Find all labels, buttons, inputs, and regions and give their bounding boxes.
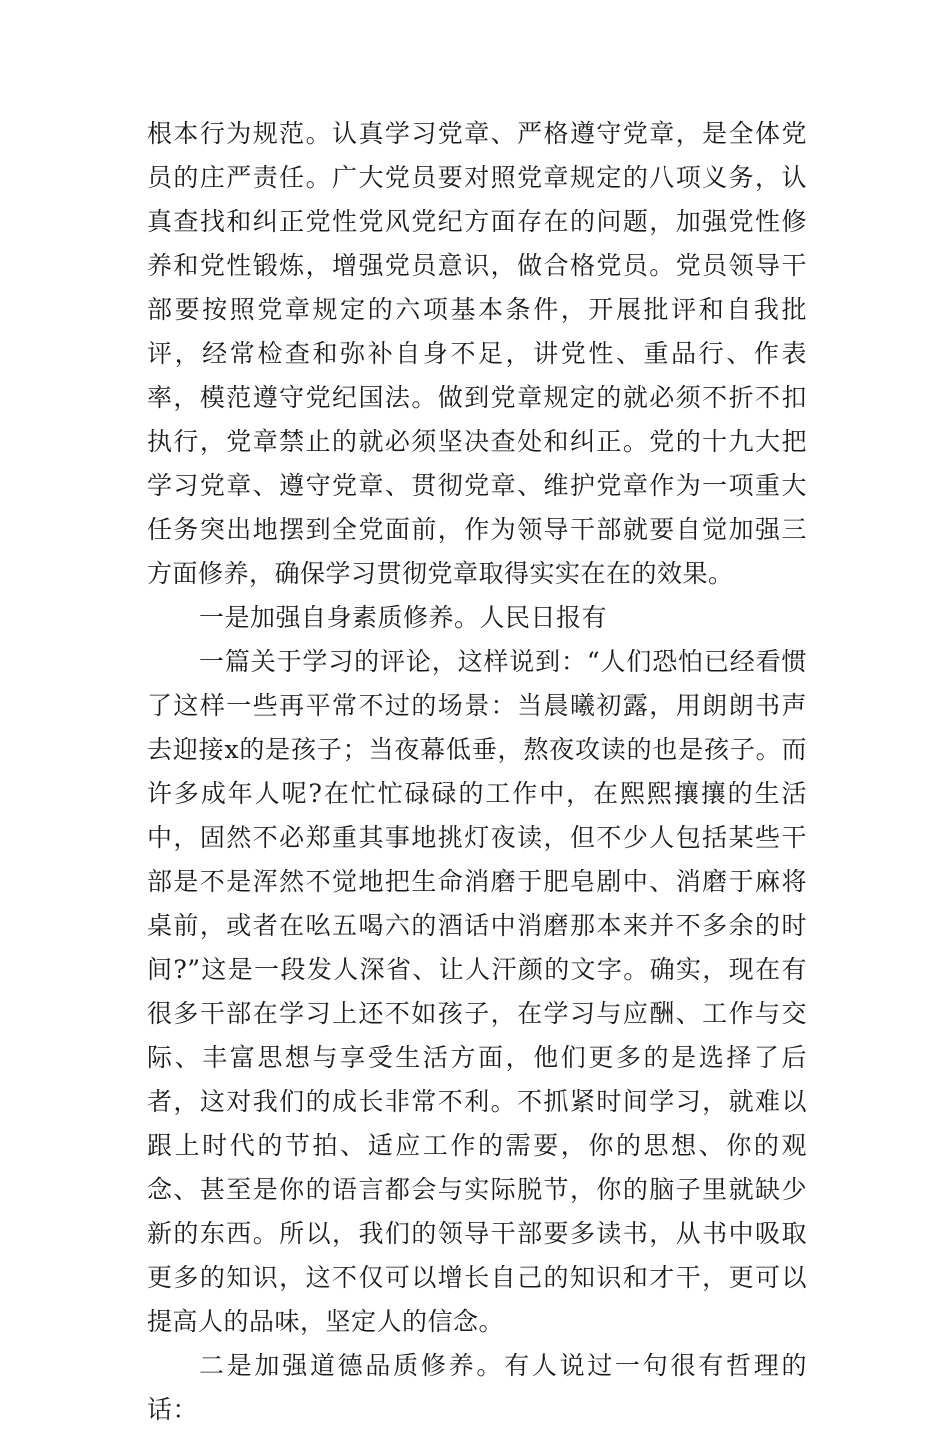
paragraph-1: 根本行为规范。认真学习党章、严格遵守党章，是全体党员的庄严责任。广大党员要对照党章规定的八项义务，认真查找和纠正党性党风党纪方面存在的问题，加强党性修养和党性锻炼，增强党员意识，做合格党员。党员领导干部要按照党章规定的六项基本条件，开展批评和自我批评，经常检查和弥补自身不足，讲党性、重品行、作表率，模范遵守党纪国法。做到党章规定的就必须不折不扣执行，党章禁止的就必须坚决查处和纠正。党的十九大把学习党章、遵守党章、贯彻党章、维护党章作为一项重大任务突出地摆到全党面前，作为领导干部就要自觉加强三方面修养，确保学习贯彻党章取得实实在在的效果。 bbox=[147, 119, 807, 588]
paragraph-4: 二是加强道德品质修养。有人说过一句很有哲理的话： bbox=[147, 1351, 807, 1424]
paragraph-2: 一是加强自身素质修养。人民日报有 bbox=[199, 603, 608, 632]
body-text bbox=[147, 112, 807, 1432]
paragraph-3: 一篇关于学习的评论，这样说到：“人们恐怕已经看惯了这样一些再平常不过的场景：当晨曦初露，用朗朗书声去迎接x的是孩子；当夜幕低垂，熬夜攻读的也是孩子。而许多成年人呢?在忙忙碌碌的工作中，在熙熙攘攘的生活中，固然不必郑重其事地挑灯夜读，但不少人包括某些干部是不是浑然不觉地把生命消磨于肥皂剧中、消磨于麻将桌前，或者在吆五喝六的酒话中消磨那本来并不多余的时间?”这是一段发人深省、让人汗颜的文字。确实，现在有很多干部在学习上还不如孩子，在学习与应酬、工作与交际、丰富思想与享受生活方面，他们更多的是选择了后者，这对我们的成长非常不利。不抓紧时间学习，就难以跟上时代的节拍、适应工作的需要，你的思想、你的观念、甚至是你的语言都会与实际脱节，你的脑子里就缺少新的东西。所以，我们的领导干部要多读书，从书中吸取更多的知识，这不仅可以增长自己的知识和才干，更可以提高人的品味，坚定人的信念。 bbox=[147, 647, 807, 1336]
